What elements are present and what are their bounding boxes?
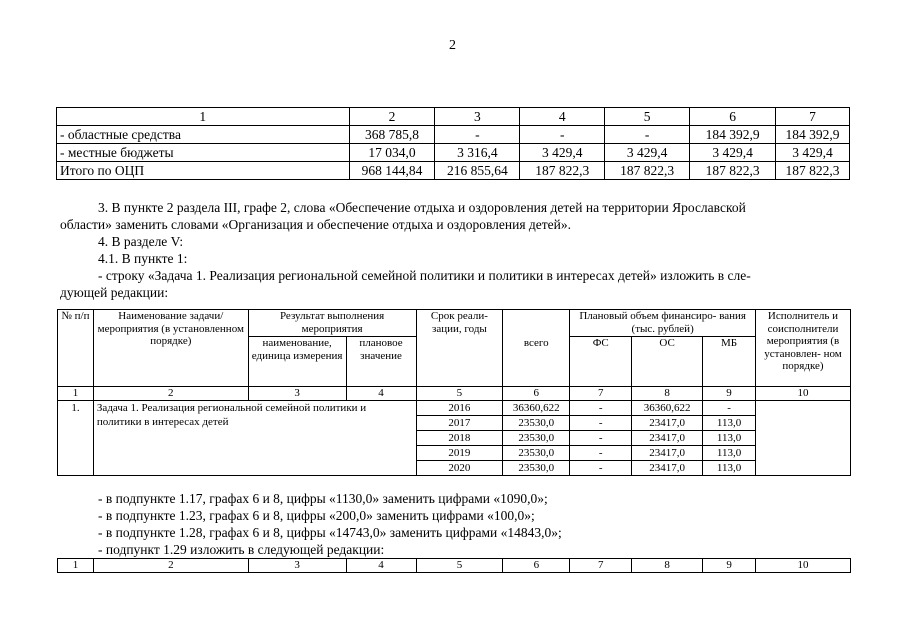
table-cell: 23417,0 (632, 431, 703, 446)
table-cell: 2020 (416, 461, 503, 476)
table-row (57, 126, 850, 144)
table-cell: 4 (520, 108, 605, 126)
table-cell: 1 (58, 559, 94, 573)
table-cell: 8 (632, 559, 703, 573)
table-cell: - (570, 401, 632, 416)
table-cell: - (605, 126, 690, 144)
table-cell: Итого по ОЦП (57, 162, 350, 180)
header-blank (503, 310, 570, 337)
table-cell: 5 (416, 387, 503, 401)
table-cell: 2017 (416, 416, 503, 431)
table-cell: - областные средства (57, 126, 350, 144)
header-mb: МБ (703, 337, 756, 387)
table-cell: 113,0 (703, 416, 756, 431)
table-cell: 6 (503, 559, 570, 573)
table-cell: - (435, 126, 520, 144)
bullet-3: - в подпункте 1.28, графах 6 и 8, цифры «14743,0» заменить цифрами «14843,0»; (98, 525, 562, 540)
header-result-plan: плановое значение (346, 337, 416, 387)
table-cell: 23530,0 (503, 416, 570, 431)
table-cell: 7 (570, 387, 632, 401)
table-cell: 3 316,4 (435, 144, 520, 162)
table-row (57, 144, 850, 162)
table-cell: 17 034,0 (349, 144, 435, 162)
table-cell: 3 429,4 (520, 144, 605, 162)
table-cell: 2016 (416, 401, 503, 416)
column-number-row (58, 559, 851, 573)
table-cell: 4 (346, 387, 416, 401)
table-cell: 10 (756, 387, 851, 401)
table-cell: - (570, 416, 632, 431)
table-cell: 6 (503, 387, 570, 401)
table-cell: 8 (632, 387, 703, 401)
table-cell: 187 822,3 (776, 162, 850, 180)
header-executor: Исполнитель и соисполнители мероприятия (в установлен- ном порядке) (756, 310, 851, 387)
header-term: Срок реали- зации, годы (416, 310, 503, 387)
task-number: 1. (58, 401, 94, 476)
funding-summary-table (56, 107, 850, 180)
table-cell: 2018 (416, 431, 503, 446)
paragraph-4: 4. В разделе V: (98, 234, 184, 249)
table-cell: 9 (703, 387, 756, 401)
table-cell: 3 429,4 (605, 144, 690, 162)
table-cell: 1 (58, 387, 94, 401)
table-cell: - (520, 126, 605, 144)
table-row (58, 401, 851, 416)
table-cell: 7 (570, 559, 632, 573)
table-cell: - (570, 431, 632, 446)
header-total: всего (503, 337, 570, 387)
header-os: ОС (632, 337, 703, 387)
paragraph-3-line-1: 3. В пункте 2 раздела III, графе 2, слова «Обеспечение отдыха и оздоровления детей на территории Ярославской (98, 200, 746, 215)
paragraph-4-1-a-line-2: дующей редакции: (60, 285, 169, 300)
table-cell: 23417,0 (632, 446, 703, 461)
table-cell: - (703, 401, 756, 416)
table-cell: 184 392,9 (690, 126, 776, 144)
table-cell: 2 (93, 559, 248, 573)
header-result: Результат выполнения мероприятия (248, 310, 416, 337)
table-cell: 23530,0 (503, 446, 570, 461)
column-number-row (58, 387, 851, 401)
table-cell: 968 144,84 (349, 162, 435, 180)
header-number: № п/п (58, 310, 94, 387)
paragraph-4-1-a-line-1: - строку «Задача 1. Реализация региональной семейной политики и политики в интересах детей» изложить в сле- (98, 268, 751, 283)
table-cell: 113,0 (703, 461, 756, 476)
table-cell: 5 (605, 108, 690, 126)
table-cell: 187 822,3 (520, 162, 605, 180)
table-cell: 368 785,8 (349, 126, 435, 144)
paragraph-3-line-2: области» заменить словами «Организация и обеспечение отдыха и оздоровления детей». (60, 217, 572, 232)
table-cell: 36360,622 (632, 401, 703, 416)
table-cell: 23530,0 (503, 461, 570, 476)
bullet-2: - в подпункте 1.23, графах 6 и 8, цифры «200,0» заменить цифрами «100,0»; (98, 508, 535, 523)
bullet-4: - подпункт 1.29 изложить в следующей редакции: (98, 542, 385, 557)
table-header-row (57, 108, 850, 126)
table-cell: 23417,0 (632, 416, 703, 431)
table-row (57, 162, 850, 180)
header-task-name: Наименование задачи/мероприятия (в установленном порядке) (93, 310, 248, 387)
table-cell: 7 (776, 108, 850, 126)
table-cell: 187 822,3 (605, 162, 690, 180)
header-financing: Плановый объем финансиро- вания (тыс. рублей) (570, 310, 756, 337)
table-cell: 184 392,9 (776, 126, 850, 144)
table-cell: 216 855,64 (435, 162, 520, 180)
table-cell: 187 822,3 (690, 162, 776, 180)
header-fs: ФС (570, 337, 632, 387)
header-result-name: наименование, единица измерения (248, 337, 346, 387)
table-header-row (58, 310, 851, 337)
task-table (57, 309, 851, 476)
table-cell: 23417,0 (632, 461, 703, 476)
table-cell: 2 (349, 108, 435, 126)
table-cell: 36360,622 (503, 401, 570, 416)
table-cell: 2 (93, 387, 248, 401)
table-cell: 113,0 (703, 431, 756, 446)
table-cell: - (570, 461, 632, 476)
table-cell: 1 (57, 108, 350, 126)
table-cell: 3 429,4 (776, 144, 850, 162)
table-cell: 4 (346, 559, 416, 573)
table-cell: 10 (756, 559, 851, 573)
paragraph-4-1: 4.1. В пункте 1: (98, 251, 188, 266)
page-number: 2 (449, 38, 456, 53)
table-cell: 6 (690, 108, 776, 126)
table-cell: 113,0 (703, 446, 756, 461)
table-cell: 23530,0 (503, 431, 570, 446)
table-cell: 3 (248, 387, 346, 401)
subpoint-table (57, 558, 851, 573)
table-cell: 5 (416, 559, 503, 573)
table-cell: 9 (703, 559, 756, 573)
task-name: Задача 1. Реализация региональной семейной политики и политики в интересах детей (93, 401, 416, 476)
table-cell: 3 (435, 108, 520, 126)
bullet-1: - в подпункте 1.17, графах 6 и 8, цифры «1130,0» заменить цифрами «1090,0»; (98, 491, 548, 506)
table-cell: - (570, 446, 632, 461)
executor-cell (756, 401, 851, 476)
table-cell: - местные бюджеты (57, 144, 350, 162)
table-cell: 2019 (416, 446, 503, 461)
table-cell: 3 (248, 559, 346, 573)
table-cell: 3 429,4 (690, 144, 776, 162)
